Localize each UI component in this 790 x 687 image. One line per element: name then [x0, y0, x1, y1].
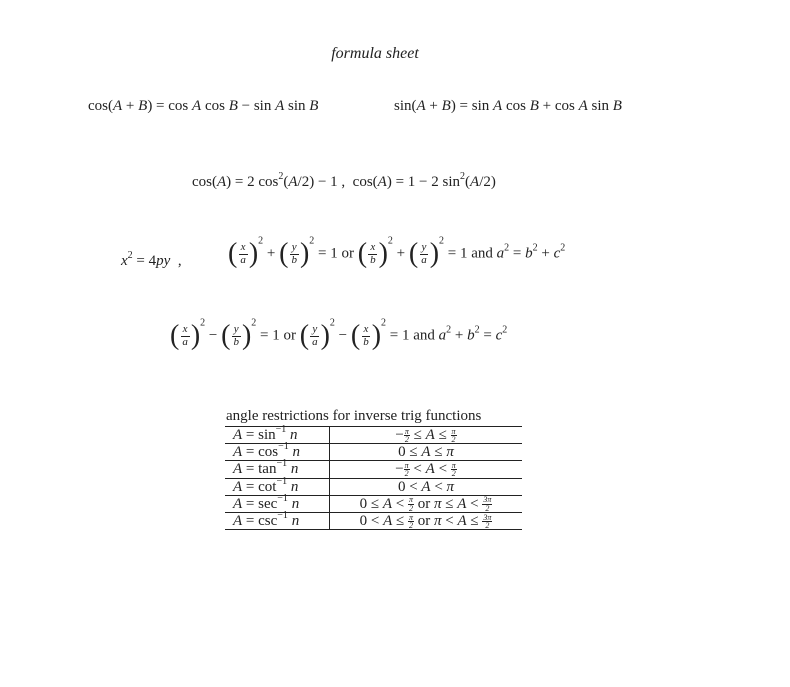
page-title: formula sheet [331, 45, 419, 62]
table-row [225, 495, 522, 512]
range-cell: 0 ≤ A < $\frac{\pi}{2}$ or π ≤ A < $\frac{3\pi}{2}$ [330, 495, 523, 512]
sin-sum-formula: sin(A + B) = sin A cos B + cos A sin B [394, 98, 622, 114]
hyperbola-formula: ( $\frac{x}{a}$ )$^2$ − ( $\frac{y}{b}$ )$^2$ = 1 or ( $\frac{y}{a}$ )$^2$ − ( $\frac{x}{b}$ )$^2$ = 1 and $a^2 + b^2 = c^2$ [170, 317, 508, 351]
function-cell: $A = \tan^{-1} n$ [225, 461, 330, 478]
table-row [225, 478, 522, 495]
table-row [225, 461, 522, 478]
function-cell: $A = \sec^{-1} n$ [225, 495, 330, 512]
ellipse-formula: ( $\frac{x}{a}$ )$^2$ + ( $\frac{y}{b}$ )$^2$ = 1 or ( $\frac{x}{b}$ )$^2$ + ( $\frac{y}{a}$ )$^2$ = 1 and $a^2 = b^2 + c^2$ [228, 235, 566, 269]
inverse-trig-table [225, 426, 522, 530]
function-cell: $A = \cot^{-1} n$ [225, 478, 330, 495]
table-row [225, 512, 522, 529]
function-cell: $A = \sin^{-1} n$ [225, 427, 330, 444]
parabola-formula: $x^2 = 4py$ , [121, 250, 182, 269]
table-row [225, 427, 522, 444]
function-cell: $A = \csc^{-1} n$ [225, 512, 330, 529]
range-cell: 0 < A ≤ $\frac{\pi}{2}$ or π < A ≤ $\frac{3\pi}{2}$ [330, 512, 523, 529]
cos-sum-formula: cos(A + B) = cos A cos B − sin A sin B [88, 98, 319, 114]
range-cell: − $\frac{\pi}{2}$ ≤ A ≤ $\frac{\pi}{2}$ [330, 427, 523, 444]
range-cell: 0 < A < π [330, 478, 523, 495]
range-cell: − $\frac{\pi}{2}$ < A < $\frac{\pi}{2}$ [330, 461, 523, 478]
function-cell: $A = \cos^{-1} n$ [225, 444, 330, 461]
table-row [225, 444, 522, 461]
cos-half-angle-formula: cos(A) = 2 $\cos^2(A/2) - 1$ , cos(A) = 1 − 2 $\sin^2(A/2)$ [192, 171, 496, 190]
table-title: angle restrictions for inverse trig functions [226, 408, 482, 424]
range-cell: 0 ≤ A ≤ π [330, 444, 523, 461]
